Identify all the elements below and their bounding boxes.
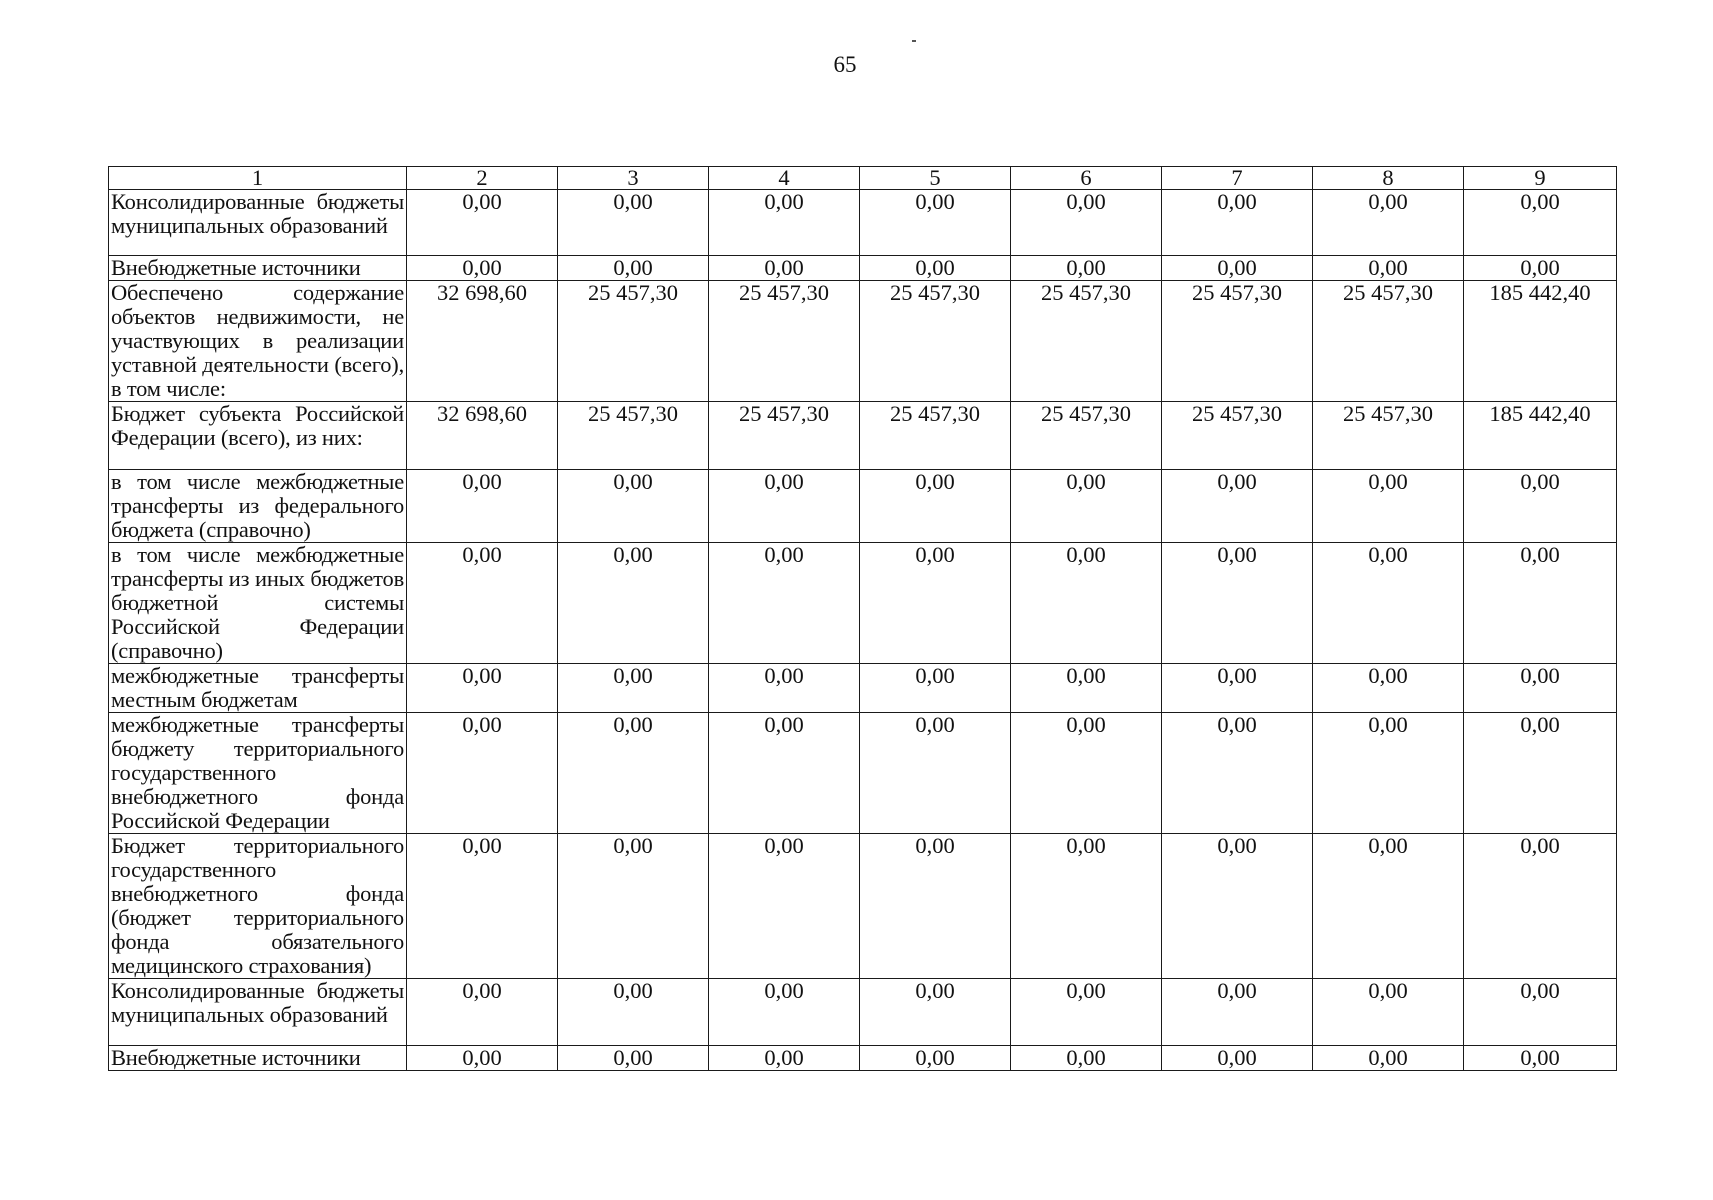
value-cell: 0,00 [1162, 713, 1313, 834]
value-cell: 0,00 [558, 664, 709, 713]
row-label: Бюджет субъекта Российской Федерации (всего), из них: [109, 402, 407, 470]
table-row [109, 979, 1617, 1046]
value-cell: 25 457,30 [558, 402, 709, 470]
value-cell: 0,00 [1464, 256, 1617, 281]
value-cell: 0,00 [709, 713, 860, 834]
value-cell: 0,00 [1313, 834, 1464, 979]
table-row [109, 190, 1617, 256]
value-cell: 25 457,30 [860, 281, 1011, 402]
value-cell: 0,00 [407, 834, 558, 979]
value-cell: 0,00 [1313, 256, 1464, 281]
value-cell: 0,00 [860, 834, 1011, 979]
row-label: межбюджетные трансферты бюджету территориального государственного внебюджетного фонда Российской Федерации [109, 713, 407, 834]
value-cell: 0,00 [558, 543, 709, 664]
value-cell: 0,00 [860, 979, 1011, 1046]
value-cell: 0,00 [1313, 190, 1464, 256]
value-cell: 0,00 [1313, 1046, 1464, 1071]
value-cell: 25 457,30 [709, 402, 860, 470]
table-row [109, 281, 1617, 402]
value-cell: 0,00 [1011, 979, 1162, 1046]
value-cell: 25 457,30 [860, 402, 1011, 470]
value-cell: 0,00 [1011, 190, 1162, 256]
table-body [109, 167, 1617, 1071]
value-cell: 0,00 [709, 834, 860, 979]
column-header: 7 [1162, 167, 1313, 190]
value-cell: 0,00 [1162, 1046, 1313, 1071]
value-cell: 0,00 [1162, 470, 1313, 543]
value-cell: 0,00 [709, 664, 860, 713]
value-cell: 0,00 [1011, 713, 1162, 834]
column-header: 2 [407, 167, 558, 190]
row-label: в том числе межбюджетные трансферты из федерального бюджета (справочно) [109, 470, 407, 543]
value-cell: 0,00 [1162, 979, 1313, 1046]
value-cell: 0,00 [1011, 1046, 1162, 1071]
value-cell: 0,00 [860, 1046, 1011, 1071]
value-cell: 0,00 [558, 834, 709, 979]
value-cell: 0,00 [709, 1046, 860, 1071]
table-row [109, 256, 1617, 281]
value-cell: 0,00 [1313, 713, 1464, 834]
value-cell: 0,00 [407, 713, 558, 834]
value-cell: 0,00 [1011, 834, 1162, 979]
row-label: Консолидированные бюджеты муниципальных образований [109, 190, 407, 256]
value-cell: 0,00 [1162, 256, 1313, 281]
row-label: Обеспечено содержание объектов недвижимости, не участвующих в реализации уставной деятельности (всего), в том числе: [109, 281, 407, 402]
value-cell: 0,00 [1162, 190, 1313, 256]
column-header: 3 [558, 167, 709, 190]
value-cell: 0,00 [558, 470, 709, 543]
row-label: Консолидированные бюджеты муниципальных образований [109, 979, 407, 1046]
table-row [109, 664, 1617, 713]
column-number-row [109, 167, 1617, 190]
row-label: Внебюджетные источники [109, 256, 407, 281]
value-cell: 0,00 [407, 543, 558, 664]
row-label: межбюджетные трансферты местным бюджетам [109, 664, 407, 713]
value-cell: 0,00 [1464, 1046, 1617, 1071]
value-cell: 0,00 [407, 1046, 558, 1071]
value-cell: 0,00 [1162, 834, 1313, 979]
value-cell: 0,00 [860, 543, 1011, 664]
value-cell: 0,00 [709, 543, 860, 664]
column-header: 1 [109, 167, 407, 190]
value-cell: 0,00 [709, 470, 860, 543]
value-cell: 0,00 [709, 979, 860, 1046]
value-cell: 0,00 [407, 256, 558, 281]
value-cell: 25 457,30 [1162, 281, 1313, 402]
value-cell: 0,00 [558, 979, 709, 1046]
value-cell: 0,00 [407, 979, 558, 1046]
value-cell: 0,00 [558, 190, 709, 256]
value-cell: 0,00 [1464, 979, 1617, 1046]
value-cell: 0,00 [1464, 834, 1617, 979]
value-cell: 185 442,40 [1464, 281, 1617, 402]
value-cell: 0,00 [860, 470, 1011, 543]
table-row [109, 834, 1617, 979]
value-cell: 185 442,40 [1464, 402, 1617, 470]
value-cell: 25 457,30 [1011, 281, 1162, 402]
column-header: 8 [1313, 167, 1464, 190]
value-cell: 0,00 [1464, 543, 1617, 664]
value-cell: 0,00 [1313, 470, 1464, 543]
value-cell: 0,00 [558, 1046, 709, 1071]
table-row [109, 713, 1617, 834]
value-cell: 0,00 [860, 713, 1011, 834]
value-cell: 0,00 [1162, 543, 1313, 664]
column-header: 6 [1011, 167, 1162, 190]
value-cell: 0,00 [1464, 190, 1617, 256]
table-row [109, 470, 1617, 543]
value-cell: 25 457,30 [1313, 281, 1464, 402]
value-cell: 25 457,30 [709, 281, 860, 402]
value-cell: 0,00 [1313, 543, 1464, 664]
table-row [109, 402, 1617, 470]
value-cell: 0,00 [860, 256, 1011, 281]
value-cell: 0,00 [1464, 713, 1617, 834]
page-number: 65 [833, 52, 857, 77]
value-cell: 25 457,30 [1011, 402, 1162, 470]
value-cell: 0,00 [1011, 256, 1162, 281]
column-header: 4 [709, 167, 860, 190]
row-label: Внебюджетные источники [109, 1046, 407, 1071]
row-label: Бюджет территориального государственного внебюджетного фонда (бюджет территориального фонда обязательного медицинского страхования) [109, 834, 407, 979]
value-cell: 0,00 [1464, 664, 1617, 713]
value-cell: 25 457,30 [1162, 402, 1313, 470]
value-cell: 0,00 [558, 713, 709, 834]
value-cell: 0,00 [1313, 979, 1464, 1046]
value-cell: 0,00 [1011, 470, 1162, 543]
value-cell: 0,00 [1011, 543, 1162, 664]
value-cell: 0,00 [407, 664, 558, 713]
table-row [109, 1046, 1617, 1071]
value-cell: 0,00 [709, 190, 860, 256]
value-cell: 25 457,30 [558, 281, 709, 402]
value-cell: 0,00 [407, 470, 558, 543]
column-header: 5 [860, 167, 1011, 190]
row-label: в том числе межбюджетные трансферты из иных бюджетов бюджетной системы Российской Федерации (справочно) [109, 543, 407, 664]
value-cell: 0,00 [1464, 470, 1617, 543]
value-cell: 0,00 [860, 664, 1011, 713]
value-cell: 0,00 [558, 256, 709, 281]
scan-artifact [912, 40, 916, 42]
value-cell: 32 698,60 [407, 402, 558, 470]
value-cell: 0,00 [1313, 664, 1464, 713]
value-cell: 0,00 [1011, 664, 1162, 713]
value-cell: 0,00 [1162, 664, 1313, 713]
value-cell: 32 698,60 [407, 281, 558, 402]
value-cell: 0,00 [860, 190, 1011, 256]
value-cell: 0,00 [407, 190, 558, 256]
column-header: 9 [1464, 167, 1617, 190]
table-row [109, 543, 1617, 664]
budget-table [108, 166, 1617, 1071]
value-cell: 25 457,30 [1313, 402, 1464, 470]
value-cell: 0,00 [709, 256, 860, 281]
